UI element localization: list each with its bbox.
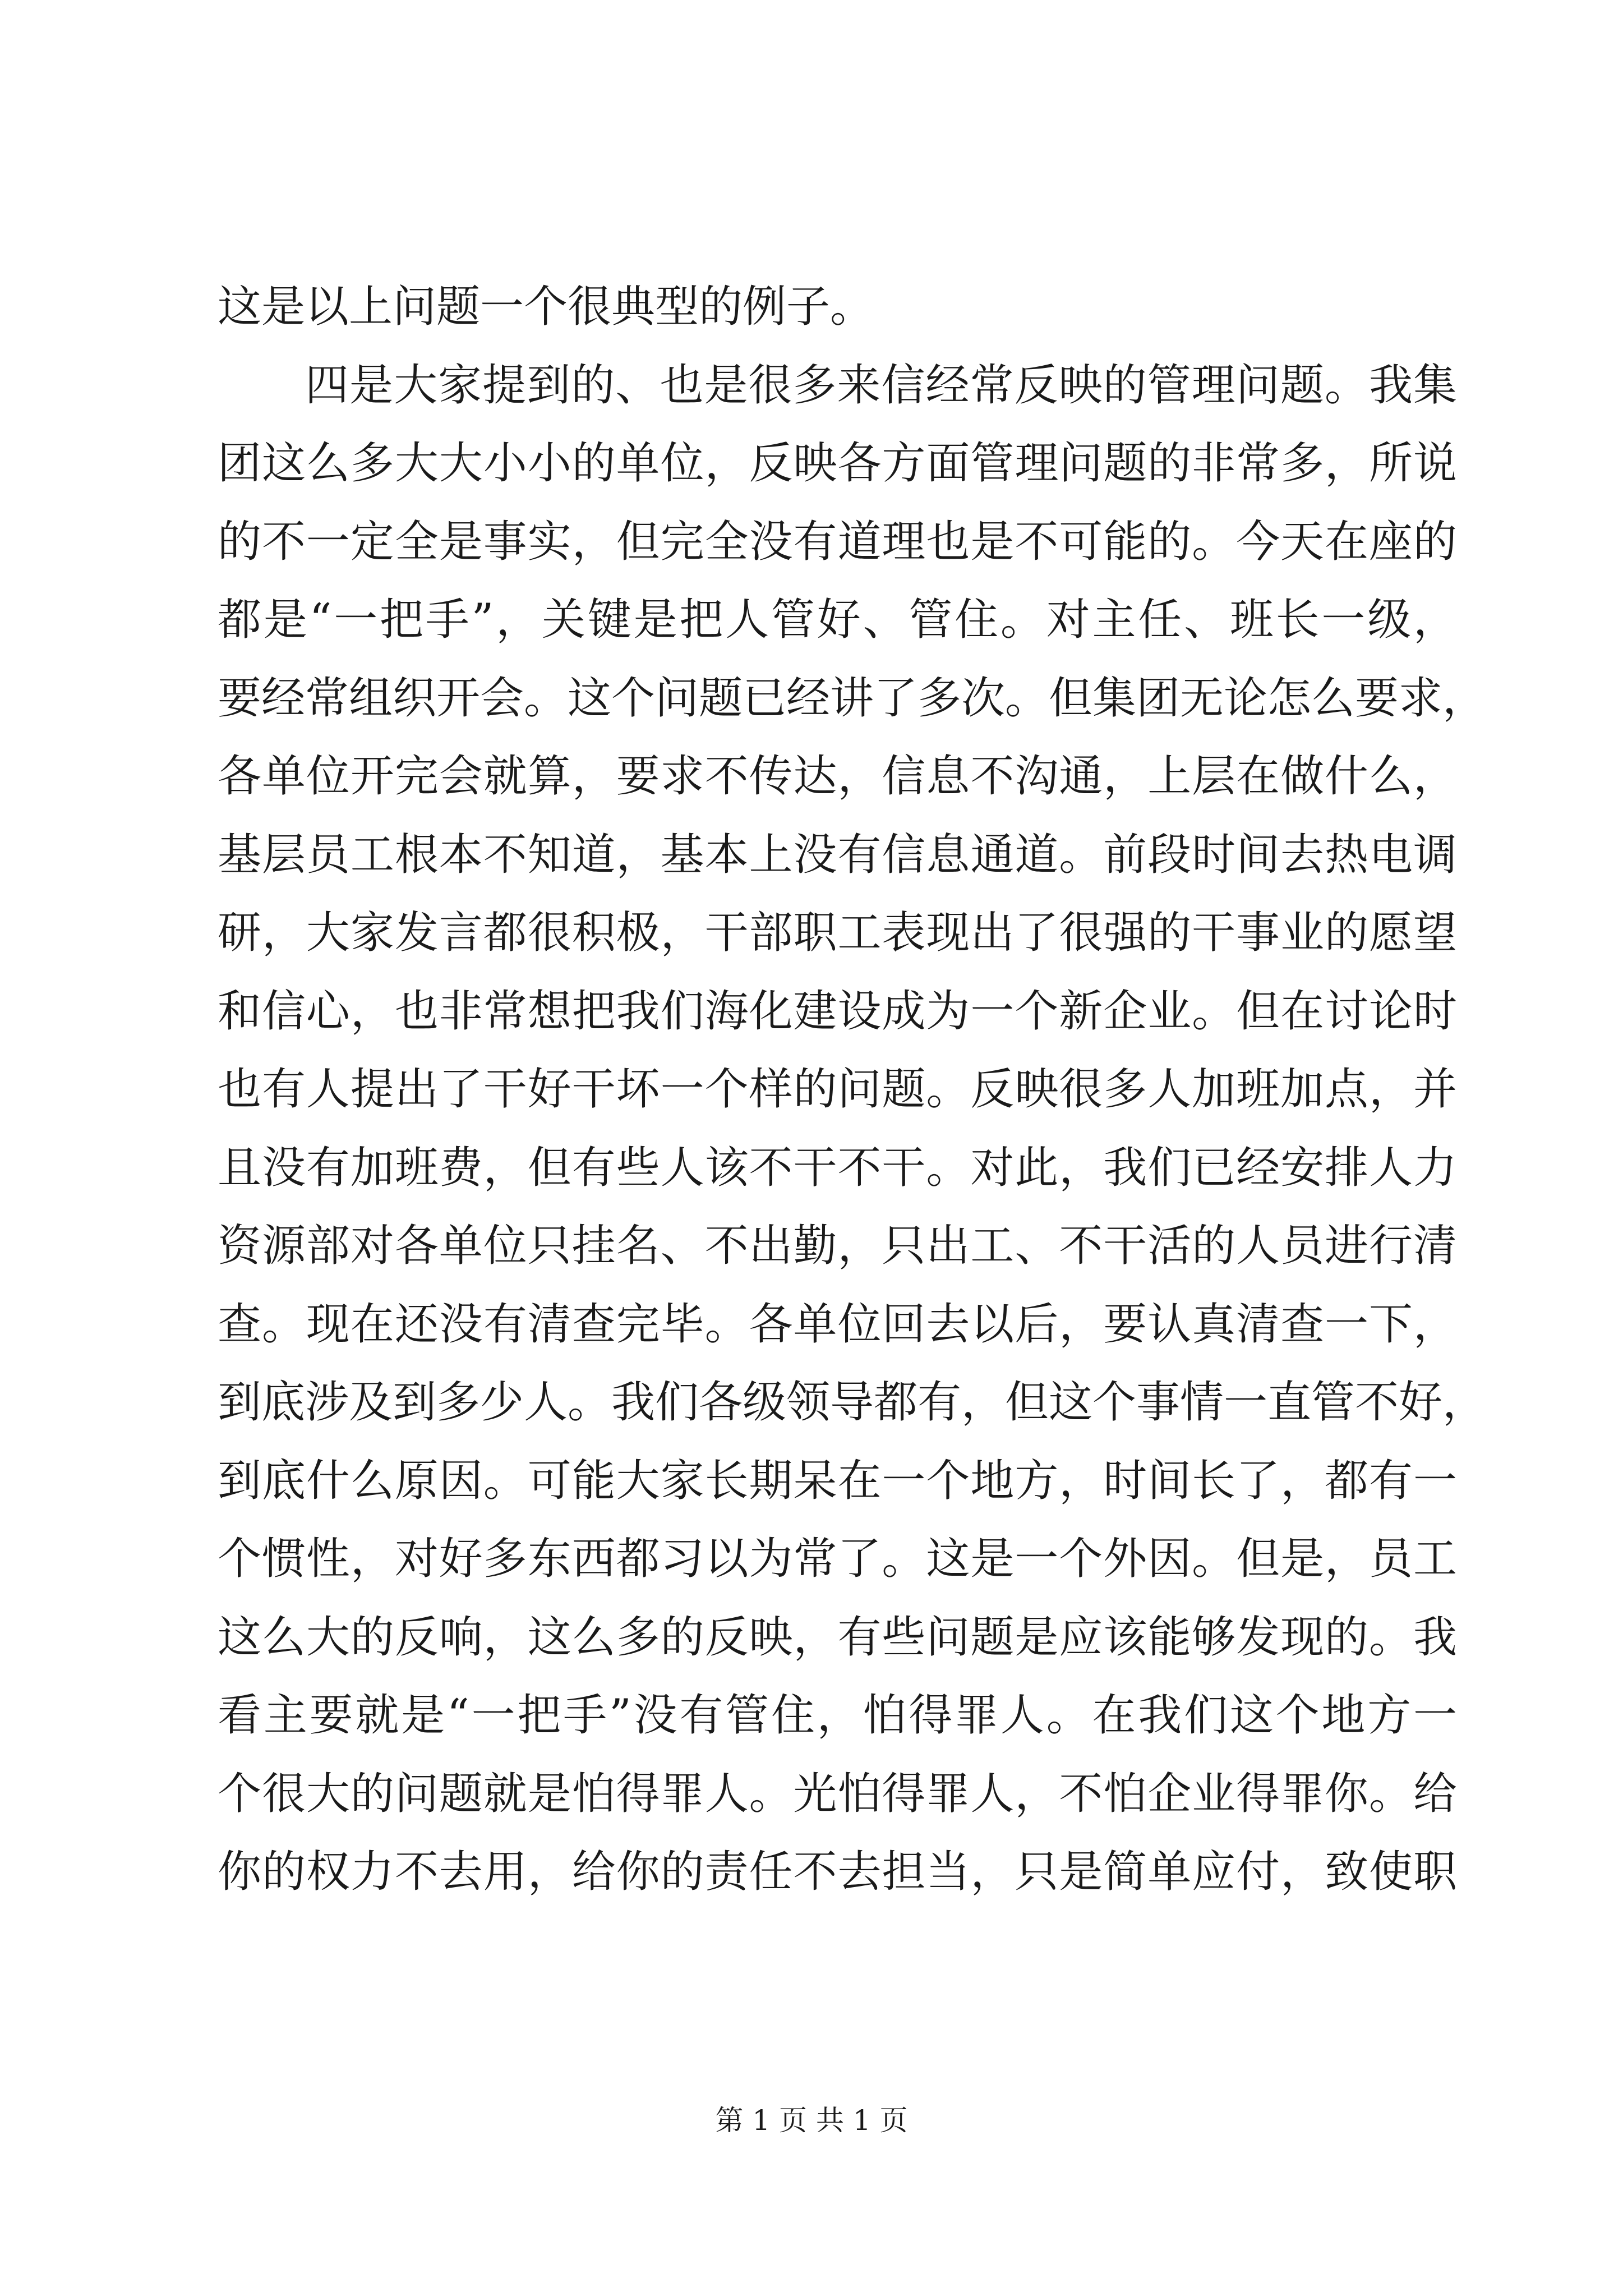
text-line: 到底什么原因。可能大家长期呆在一个地方，时间长了，都有一 [218, 1455, 1457, 1506]
text-line: 都是“一把手”，关键是把人管好、管住。对主任、班长一级， [218, 595, 1457, 645]
text-line: 研，大家发言都很积极，干部职工表现出了很强的干事业的愿望 [218, 908, 1457, 958]
text-line: 这是以上问题一个很典型的例子。 [218, 282, 874, 332]
text-line: 要经常组织开会。这个问题已经讲了多次。但集团无论怎么要求， [218, 673, 1487, 724]
page-number-label: 第 1 页 共 1 页 [715, 2104, 908, 2137]
text-line: 和信心，也非常想把我们海化建设成为一个新企业。但在讨论时 [218, 986, 1457, 1037]
text-line: 到底涉及到多少人。我们各级领导都有，但这个事情一直管不好， [218, 1377, 1487, 1428]
text-line: 看主要就是“一把手”没有管住，怕得罪人。在我们这个地方一 [218, 1690, 1457, 1741]
text-line: 你的权力不去用，给你的责任不去担当，只是简单应付，致使职 [218, 1847, 1457, 1897]
text-line: 资源部对各单位只挂名、不出勤，只出工、不干活的人员进行清 [218, 1221, 1457, 1271]
text-line: 且没有加班费，但有些人该不干不干。对此，我们已经安排人力 [218, 1142, 1457, 1193]
text-line: 查。现在还没有清查完毕。各单位回去以后，要认真清查一下， [218, 1299, 1457, 1350]
text-line: 团这么多大大小小的单位，反映各方面管理问题的非常多，所说 [218, 438, 1457, 489]
text-line: 这么大的反响，这么多的反映，有些问题是应该能够发现的。我 [218, 1612, 1457, 1663]
text-line: 基层员工根本不知道，基本上没有信息通道。前段时间去热电调 [218, 829, 1457, 880]
text-line: 四是大家提到的、也是很多来信经常反映的管理问题。我集 [305, 360, 1457, 411]
text-line: 也有人提出了干好干坏一个样的问题。反映很多人加班加点，并 [218, 1064, 1457, 1115]
page-footer [0, 2098, 1623, 2138]
text-line: 个很大的问题就是怕得罪人。光怕得罪人，不怕企业得罪你。给 [218, 1768, 1457, 1819]
text-line: 的不一定全是事实，但完全没有道理也是不可能的。今天在座的 [218, 516, 1457, 567]
body-text [218, 268, 1487, 1912]
text-line: 各单位开完会就算，要求不传达，信息不沟通，上层在做什么， [218, 751, 1457, 802]
text-line: 个惯性，对好多东西都习以为常了。这是一个外因。但是，员工 [218, 1534, 1457, 1584]
